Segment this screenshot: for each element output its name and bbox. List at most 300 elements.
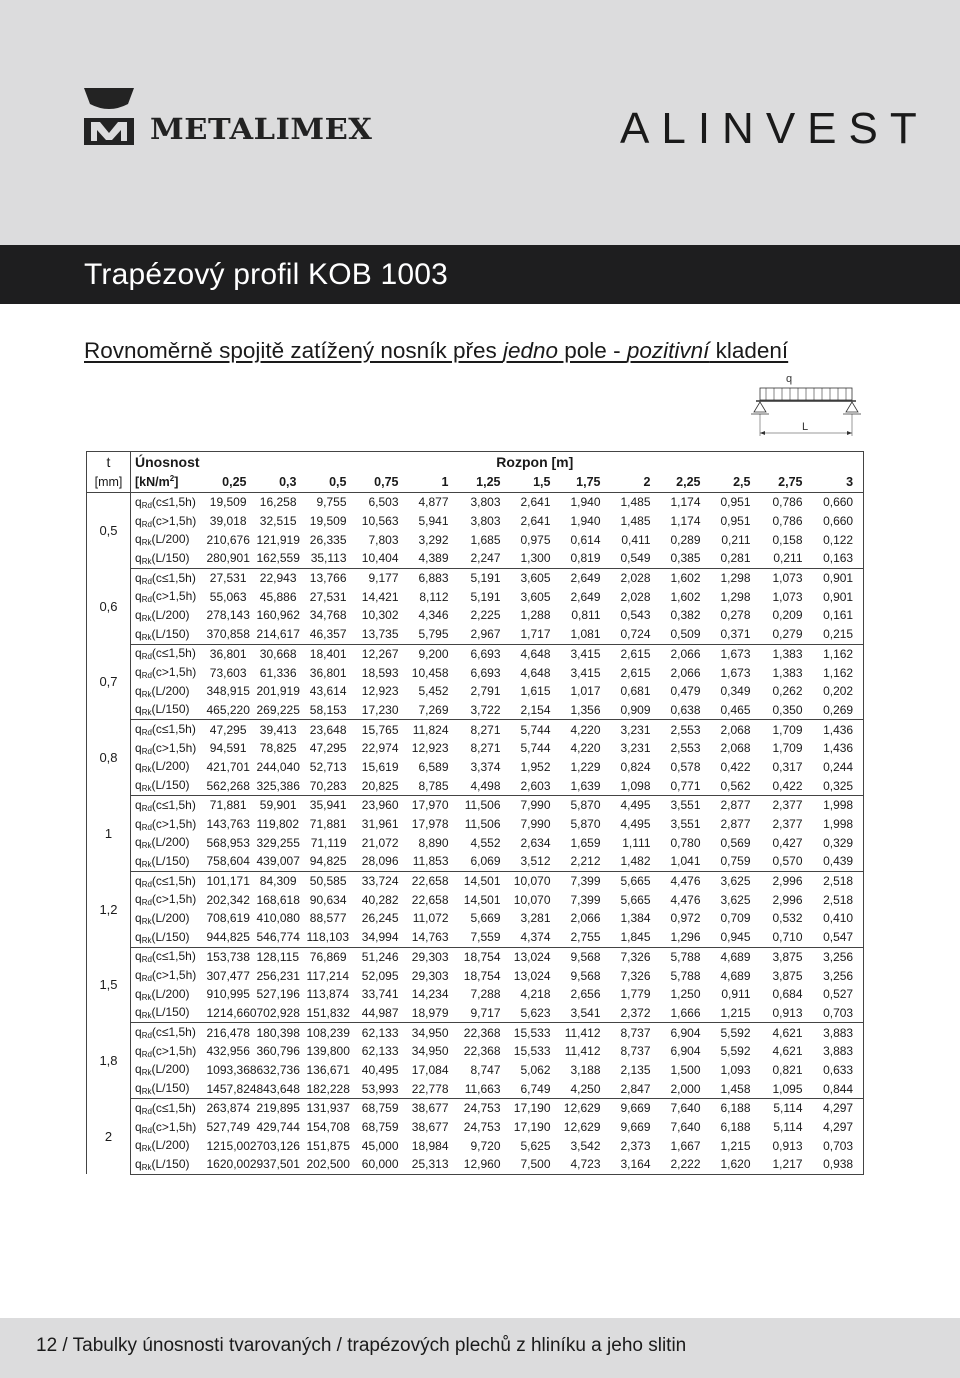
value-cell: 1,174: [670, 495, 701, 510]
value-cell: 22,658: [411, 874, 449, 889]
value-cell: 2,212: [561, 852, 611, 871]
value-cell: 1,162: [813, 644, 864, 663]
value-cell: 2,373: [620, 1138, 651, 1153]
value-cell: 1,073: [772, 571, 803, 586]
value-cell: 94,825: [307, 852, 357, 871]
value-cell: 113,874: [306, 987, 349, 1002]
row-label: $q_{Rk}(L/200)$: [135, 759, 190, 775]
value-cell: 1,940: [570, 514, 601, 529]
value-cell: 7,269: [409, 701, 459, 720]
value-cell: 0,422: [761, 776, 813, 795]
value-cell: 0,329: [813, 833, 864, 852]
span-header-cell: 0,3: [257, 472, 307, 493]
value-cell: 3,256: [813, 947, 864, 966]
value-cell: 4,495: [620, 817, 651, 832]
value-cell: 3,231: [620, 741, 651, 756]
value-cell: 0,269: [813, 701, 864, 720]
value-cell: 3,415: [570, 646, 601, 661]
value-cell: 5,788: [670, 949, 701, 964]
value-cell: 0,279: [761, 625, 813, 644]
value-cell: 1,229: [570, 759, 601, 774]
value-cell: 0,710: [761, 928, 813, 947]
value-cell: 11,506: [464, 817, 501, 832]
value-cell: 70,283: [307, 776, 357, 795]
value-cell: 60,000: [357, 1155, 409, 1174]
value-cell: 0,122: [813, 530, 864, 549]
span-header-cell: 1,25: [459, 472, 511, 493]
value-cell: 13,024: [513, 949, 551, 964]
thickness-cell: 2: [87, 1099, 131, 1175]
value-cell: 1,717: [511, 625, 561, 644]
value-cell: 40,495: [361, 1062, 399, 1077]
value-cell: 12,267: [361, 646, 399, 661]
value-cell: 1,073: [772, 589, 803, 604]
row-label: $q_{Rd}(c>1,5h)$: [135, 1119, 197, 1135]
value-cell: 210,676: [206, 532, 250, 547]
value-cell: 2,847: [611, 1079, 661, 1098]
value-cell: 0,614: [570, 532, 601, 547]
value-cell: 0,901: [813, 587, 864, 606]
value-cell: 22,368: [463, 1044, 501, 1059]
value-cell: 0,244: [813, 758, 864, 777]
table-row: [87, 1004, 864, 1023]
value-cell: 17,978: [411, 817, 449, 832]
value-cell: 6,693: [470, 646, 501, 661]
table-row: [87, 493, 864, 512]
value-cell: 5,191: [470, 589, 501, 604]
value-cell: 2,656: [570, 987, 601, 1002]
value-cell: 280,901: [207, 549, 257, 568]
value-cell: 0,824: [620, 759, 651, 774]
value-cell: 0,703: [813, 1004, 864, 1023]
value-cell: 0,578: [670, 759, 701, 774]
row-label: $q_{Rk}(L/150)$: [131, 549, 207, 568]
value-cell: 27,531: [209, 571, 247, 586]
value-cell: 7,640: [670, 1101, 701, 1116]
value-cell: 4,689: [720, 968, 751, 983]
value-cell: 1,093: [720, 1062, 751, 1077]
value-cell: 7,326: [620, 968, 651, 983]
value-cell: 47,295: [209, 722, 247, 737]
value-cell: 136,671: [306, 1062, 350, 1077]
thickness-cell: 1,5: [87, 947, 131, 1023]
value-cell: 4,498: [459, 776, 511, 795]
value-cell: 162,559: [257, 549, 307, 568]
value-cell: 12,629: [563, 1101, 601, 1116]
value-cell: 202,342: [206, 892, 250, 907]
span-header-cell: 2,75: [761, 472, 813, 493]
table-row: [87, 1061, 864, 1080]
value-cell: 15,619: [361, 759, 399, 774]
value-cell: 22,778: [409, 1079, 459, 1098]
value-cell: 36,801: [209, 646, 247, 661]
value-cell: 4,723: [561, 1155, 611, 1174]
value-cell: 58,153: [307, 701, 357, 720]
value-cell: 0,821: [772, 1062, 803, 1077]
value-cell: 465,220: [207, 701, 257, 720]
value-cell: 2,068: [720, 722, 751, 737]
value-cell: 14,501: [463, 874, 501, 889]
value-cell: 0,543: [620, 608, 651, 623]
value-cell: 16,258: [259, 495, 297, 510]
value-cell: 1,174: [670, 514, 701, 529]
value-cell: 10,302: [361, 608, 399, 623]
value-cell: 1,673: [720, 665, 751, 680]
span-header-cell: 0,5: [307, 472, 357, 493]
value-cell: 73,603: [209, 665, 247, 680]
value-cell: 0,938: [813, 1155, 864, 1174]
value-cell: 2,791: [470, 684, 501, 699]
row-label: $q_{Rd}(c\le 1,5h)$: [135, 494, 196, 510]
span-header-cell: 2: [611, 472, 661, 493]
value-cell: 1,659: [570, 835, 601, 850]
metalimex-logo-icon: [84, 88, 134, 146]
value-cell: 6,904: [670, 1044, 701, 1059]
value-cell: 38,677: [411, 1120, 449, 1135]
value-cell: 0,211: [721, 532, 751, 547]
value-cell: 1,779: [620, 987, 651, 1002]
value-cell: 263,874: [206, 1101, 250, 1116]
value-cell: 1,162: [813, 663, 864, 682]
value-cell: 3,164: [611, 1155, 661, 1174]
value-cell: 26,245: [361, 911, 399, 926]
value-cell: 2,553: [670, 722, 701, 737]
value-cell: 71,119: [310, 835, 347, 850]
span-header-cell: 0,25: [207, 472, 257, 493]
value-cell: 201,919: [256, 684, 300, 699]
value-cell: 3,374: [470, 759, 501, 774]
table-header-row: [87, 452, 864, 473]
row-label: $q_{Rd}(c\le 1,5h)$: [135, 570, 196, 586]
value-cell: 6,503: [368, 495, 399, 510]
row-label: $q_{Rd}(c\le 1,5h)$: [135, 949, 196, 965]
value-cell: 0,202: [813, 682, 864, 701]
value-cell: 153,738: [206, 949, 250, 964]
value-cell: 39,018: [209, 514, 247, 529]
row-label: $q_{Rk}(L/200)$: [135, 910, 190, 926]
value-cell: 2,996: [772, 892, 803, 907]
value-cell: 51,246: [361, 949, 399, 964]
value-cell: 5,665: [620, 874, 651, 889]
value-cell: 0,325: [813, 776, 864, 795]
value-cell: 6,904: [670, 1025, 701, 1040]
value-cell: 3,605: [520, 571, 551, 586]
value-cell: 0,660: [813, 512, 864, 531]
value-cell: 0,684: [772, 987, 803, 1002]
value-cell: 1,436: [813, 739, 864, 758]
value-cell: 0,209: [772, 608, 803, 623]
value-cell: 1,300: [511, 549, 561, 568]
value-cell: 1093,368: [206, 1062, 257, 1077]
value-cell: 9,568: [570, 968, 601, 983]
row-label: $q_{Rd}(c>1,5h)$: [135, 513, 197, 529]
value-cell: 1,296: [661, 928, 711, 947]
value-cell: 12,923: [411, 741, 449, 756]
table-row: [87, 758, 864, 777]
value-cell: 121,919: [256, 532, 300, 547]
value-cell: 5,592: [720, 1044, 751, 1059]
value-cell: 1,500: [670, 1062, 701, 1077]
value-cell: 34,950: [411, 1025, 449, 1040]
value-cell: 2,649: [570, 589, 601, 604]
value-cell: 139,800: [306, 1044, 350, 1059]
span-header: Rozpon [m]: [207, 452, 864, 473]
value-cell: 119,802: [256, 817, 299, 832]
value-cell: 76,869: [309, 949, 347, 964]
value-cell: 1,709: [772, 741, 803, 756]
value-cell: 23,960: [361, 798, 399, 813]
value-cell: 7,990: [520, 817, 551, 832]
value-cell: 219,895: [256, 1101, 300, 1116]
value-cell: 0,660: [813, 493, 864, 512]
table-row: [87, 625, 864, 644]
value-cell: 1,298: [720, 571, 751, 586]
value-cell: 21,072: [361, 835, 399, 850]
value-cell: 33,724: [361, 874, 399, 889]
value-cell: 151,832: [307, 1004, 357, 1023]
value-cell: 1,845: [611, 928, 661, 947]
value-cell: 214,617: [257, 625, 307, 644]
value-cell: 5,191: [470, 571, 501, 586]
value-cell: 4,346: [418, 608, 449, 623]
value-cell: 44,987: [357, 1004, 409, 1023]
value-cell: 5,114: [773, 1101, 803, 1116]
value-cell: 88,577: [309, 911, 347, 926]
value-cell: 10,404: [357, 549, 409, 568]
value-cell: 1,017: [570, 684, 601, 699]
table-row: [87, 682, 864, 701]
value-cell: 0,972: [670, 911, 701, 926]
value-cell: 0,633: [813, 1061, 864, 1080]
value-cell: 4,621: [772, 1044, 803, 1059]
span-header-cell: 1: [409, 472, 459, 493]
value-cell: 19,509: [309, 514, 347, 529]
value-cell: 1,041: [661, 852, 711, 871]
value-cell: 18,754: [463, 968, 501, 983]
value-cell: 2,603: [511, 776, 561, 795]
value-cell: 0,951: [720, 495, 751, 510]
value-cell: 4,220: [570, 741, 601, 756]
value-cell: 38,677: [411, 1101, 449, 1116]
table-row: [87, 852, 864, 871]
value-cell: 1,215: [711, 1004, 761, 1023]
value-cell: 3,803: [470, 514, 501, 529]
col-capacity-label: Únosnost: [131, 452, 207, 473]
row-label: $q_{Rk}(L/200)$: [135, 1138, 190, 1154]
table-row: [87, 644, 864, 663]
value-cell: 18,979: [409, 1004, 459, 1023]
value-cell: 1,940: [570, 495, 601, 510]
value-cell: 3,551: [670, 817, 701, 832]
value-cell: 4,476: [670, 874, 701, 889]
value-cell: 439,007: [257, 852, 307, 871]
value-cell: 202,500: [307, 1155, 357, 1174]
value-cell: 3,415: [570, 665, 601, 680]
value-cell: 3,875: [772, 949, 803, 964]
value-cell: 0,759: [711, 852, 761, 871]
value-cell: 432,956: [206, 1044, 250, 1059]
value-cell: 13,024: [513, 968, 551, 983]
table-row: [87, 1042, 864, 1061]
value-cell: 71,881: [309, 817, 347, 832]
table-row: [87, 1118, 864, 1137]
value-cell: 1,667: [670, 1138, 701, 1153]
value-cell: 0,289: [670, 532, 701, 547]
value-cell: 0,349: [720, 684, 751, 699]
value-cell: 2,996: [772, 874, 803, 889]
row-label: $q_{Rk}(L/200)$: [135, 607, 190, 623]
header-band: [0, 0, 960, 245]
table-row: [87, 663, 864, 682]
span-header-cell: 0,75: [357, 472, 409, 493]
value-cell: 2,135: [620, 1062, 651, 1077]
value-cell: 0,527: [813, 985, 864, 1004]
value-cell: 5,870: [570, 798, 601, 813]
value-cell: 0,724: [611, 625, 661, 644]
value-cell: 0,913: [772, 1138, 803, 1153]
value-cell: 703,126: [256, 1138, 300, 1153]
value-cell: 1215,002: [206, 1138, 257, 1153]
value-cell: 0,951: [720, 514, 751, 529]
value-cell: 17,230: [357, 701, 409, 720]
value-cell: 24,753: [463, 1101, 501, 1116]
value-cell: 4,297: [813, 1099, 864, 1118]
value-cell: 7,803: [368, 532, 399, 547]
value-cell: 0,913: [761, 1004, 813, 1023]
value-cell: 546,774: [257, 928, 307, 947]
value-cell: 1,288: [520, 608, 551, 623]
value-cell: 17,084: [411, 1062, 449, 1077]
value-cell: 1,685: [470, 532, 501, 547]
value-cell: 131,937: [306, 1101, 350, 1116]
value-cell: 4,389: [409, 549, 459, 568]
value-cell: 17,190: [513, 1101, 551, 1116]
row-label: $q_{Rk}(L/150)$: [131, 625, 207, 644]
value-cell: 17,190: [513, 1120, 551, 1135]
load-table: [86, 451, 864, 1175]
value-cell: 8,785: [409, 776, 459, 795]
row-label: $q_{Rk}(L/200)$: [135, 1062, 190, 1078]
value-cell: 11,853: [409, 852, 459, 871]
value-cell: 33,741: [361, 987, 399, 1002]
value-cell: 3,551: [670, 798, 701, 813]
value-cell: 2,068: [720, 741, 751, 756]
value-cell: 143,763: [206, 817, 250, 832]
value-cell: 843,648: [257, 1079, 307, 1098]
value-cell: 3,883: [813, 1023, 864, 1042]
span-header-cell: 2,5: [711, 472, 761, 493]
value-cell: 325,386: [257, 776, 307, 795]
row-label: $q_{Rd}(c>1,5h)$: [135, 589, 197, 605]
span-header-cell: 3: [813, 472, 864, 493]
value-cell: 3,281: [520, 911, 551, 926]
value-cell: 3,875: [772, 968, 803, 983]
value-cell: 2,615: [620, 665, 651, 680]
value-cell: 9,720: [470, 1138, 501, 1153]
value-cell: 55,063: [209, 589, 247, 604]
value-cell: 307,477: [206, 968, 250, 983]
value-cell: 2,377: [772, 817, 803, 832]
value-cell: 3,803: [470, 495, 501, 510]
value-cell: 1,673: [720, 646, 751, 661]
value-cell: 1,383: [772, 646, 803, 661]
table-row: [87, 966, 864, 985]
value-cell: 9,568: [570, 949, 601, 964]
value-cell: 168,618: [256, 892, 300, 907]
value-cell: 3,605: [520, 589, 551, 604]
value-cell: 78,825: [259, 741, 297, 756]
value-cell: 22,974: [361, 741, 399, 756]
value-cell: 1,998: [813, 796, 864, 815]
value-cell: 0,570: [761, 852, 813, 871]
value-cell: 370,858: [207, 625, 257, 644]
value-cell: 18,984: [411, 1138, 449, 1153]
value-cell: 1,217: [761, 1155, 813, 1174]
value-cell: 1,215: [720, 1138, 751, 1153]
table-row: [87, 1099, 864, 1118]
row-label: $q_{Rd}(c\le 1,5h)$: [135, 797, 196, 813]
value-cell: 0,439: [813, 852, 864, 871]
value-cell: 22,368: [463, 1025, 501, 1040]
value-cell: 3,256: [813, 966, 864, 985]
beam-diagram-icon: [748, 370, 864, 440]
value-cell: 45,000: [361, 1138, 399, 1153]
table-row: [87, 1155, 864, 1174]
value-cell: 7,559: [459, 928, 511, 947]
value-cell: 2,000: [661, 1079, 711, 1098]
value-cell: 3,883: [813, 1042, 864, 1061]
title-bar: [0, 245, 960, 304]
table-row: [87, 606, 864, 625]
row-label: $q_{Rd}(c>1,5h)$: [135, 816, 197, 832]
value-cell: 3,292: [418, 532, 449, 547]
value-cell: 1,639: [561, 776, 611, 795]
subtitle: Rovnoměrně spojitě zatížený nosník přes jedno pole - pozitivní kladení: [84, 338, 789, 363]
value-cell: 0,786: [772, 514, 803, 529]
value-cell: 5,114: [773, 1120, 803, 1135]
value-cell: 4,877: [418, 495, 449, 510]
value-cell: 0,911: [721, 987, 751, 1002]
value-cell: 14,234: [411, 987, 449, 1002]
value-cell: 0,158: [772, 532, 803, 547]
value-cell: 4,297: [813, 1118, 864, 1137]
thickness-cell: 1,8: [87, 1023, 131, 1099]
value-cell: 1,383: [772, 665, 803, 680]
value-cell: 4,218: [520, 987, 551, 1002]
value-cell: 12,960: [459, 1155, 511, 1174]
value-cell: 1,458: [711, 1079, 761, 1098]
value-cell: 46,357: [307, 625, 357, 644]
value-cell: 1,602: [670, 571, 701, 586]
value-cell: 3,541: [561, 1004, 611, 1023]
value-cell: 910,995: [206, 987, 250, 1002]
row-label: $q_{Rd}(c>1,5h)$: [135, 892, 197, 908]
row-label: $q_{Rd}(c>1,5h)$: [135, 968, 197, 984]
value-cell: 34,768: [309, 608, 347, 623]
value-cell: 3,231: [620, 722, 651, 737]
value-cell: 7,399: [570, 874, 601, 889]
table-row: [87, 928, 864, 947]
value-cell: 5,870: [570, 817, 601, 832]
value-cell: 0,211: [761, 549, 813, 568]
value-cell: 1,250: [670, 987, 701, 1002]
value-cell: 568,953: [206, 835, 250, 850]
value-cell: 180,398: [256, 1025, 300, 1040]
value-cell: 22,658: [411, 892, 449, 907]
table-row: [87, 833, 864, 852]
thickness-cell: 0,7: [87, 644, 131, 720]
row-label: $q_{Rk}(L/200)$: [135, 986, 190, 1002]
